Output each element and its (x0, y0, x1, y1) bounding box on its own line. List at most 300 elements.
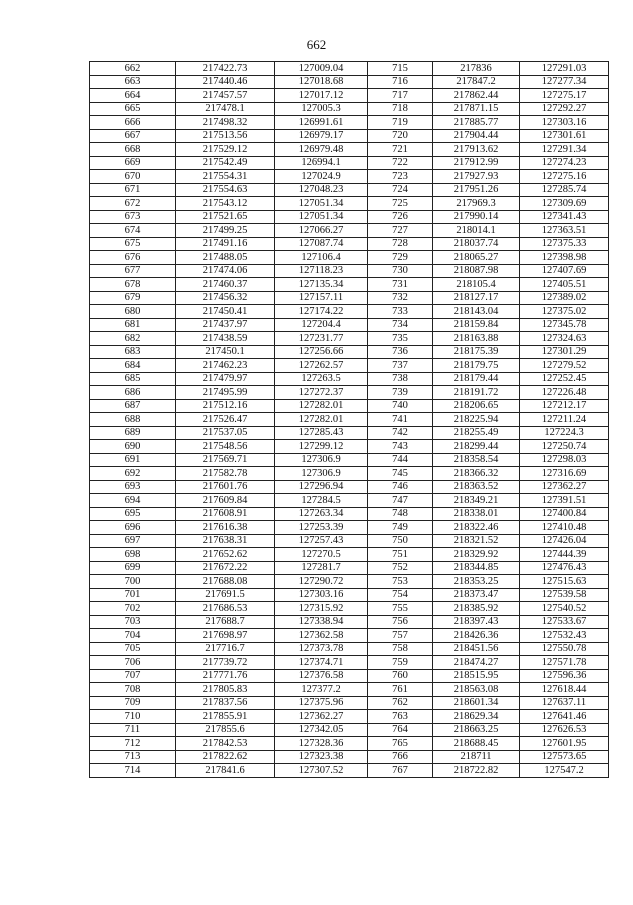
point-number-left-cell: 709 (90, 696, 176, 710)
point-number-left-cell: 706 (90, 656, 176, 670)
y-coordinate-left-cell: 127285.43 (275, 426, 368, 440)
point-number-right-cell: 718 (368, 102, 433, 116)
table-row (90, 183, 609, 197)
point-number-left-cell: 699 (90, 561, 176, 575)
y-coordinate-right-cell: 127539.58 (520, 588, 609, 602)
table-row (90, 143, 609, 157)
x-coordinate-right-cell: 217847.2 (433, 75, 520, 89)
y-coordinate-right-cell: 127533.67 (520, 615, 609, 629)
table-row (90, 210, 609, 224)
point-number-right-cell: 756 (368, 615, 433, 629)
point-number-left-cell: 713 (90, 750, 176, 764)
x-coordinate-right-cell: 218515.95 (433, 669, 520, 683)
table-row (90, 332, 609, 346)
x-coordinate-left-cell: 217479.97 (176, 372, 275, 386)
y-coordinate-right-cell: 127550.78 (520, 642, 609, 656)
y-coordinate-right-cell: 127309.69 (520, 197, 609, 211)
x-coordinate-right-cell: 218163.88 (433, 332, 520, 346)
x-coordinate-left-cell: 217688.7 (176, 615, 275, 629)
x-coordinate-right-cell: 218601.34 (433, 696, 520, 710)
x-coordinate-left-cell: 217495.99 (176, 386, 275, 400)
y-coordinate-right-cell: 127298.03 (520, 453, 609, 467)
x-coordinate-left-cell: 217842.53 (176, 737, 275, 751)
page-number: 662 (306, 37, 327, 52)
x-coordinate-left-cell: 217548.56 (176, 440, 275, 454)
table-row (90, 413, 609, 427)
table-row (90, 480, 609, 494)
point-number-left-cell: 710 (90, 710, 176, 724)
table-row (90, 278, 609, 292)
point-number-right-cell: 757 (368, 629, 433, 643)
y-coordinate-right-cell: 127596.36 (520, 669, 609, 683)
table-row (90, 399, 609, 413)
point-number-right-cell: 719 (368, 116, 433, 130)
x-coordinate-right-cell: 218722.82 (433, 764, 520, 778)
y-coordinate-right-cell: 127303.16 (520, 116, 609, 130)
table-row (90, 521, 609, 535)
x-coordinate-right-cell: 218127.17 (433, 291, 520, 305)
x-coordinate-right-cell: 218426.36 (433, 629, 520, 643)
coordinates-table-body (90, 62, 609, 778)
y-coordinate-right-cell: 127641.46 (520, 710, 609, 724)
point-number-right-cell: 722 (368, 156, 433, 170)
point-number-left-cell: 695 (90, 507, 176, 521)
y-coordinate-left-cell: 127009.04 (275, 62, 368, 76)
point-number-right-cell: 730 (368, 264, 433, 278)
point-number-right-cell: 736 (368, 345, 433, 359)
point-number-left-cell: 703 (90, 615, 176, 629)
y-coordinate-left-cell: 127272.37 (275, 386, 368, 400)
x-coordinate-left-cell: 217462.23 (176, 359, 275, 373)
x-coordinate-right-cell: 218629.34 (433, 710, 520, 724)
point-number-left-cell: 688 (90, 413, 176, 427)
y-coordinate-left-cell: 127270.5 (275, 548, 368, 562)
point-number-right-cell: 716 (368, 75, 433, 89)
y-coordinate-right-cell: 127601.95 (520, 737, 609, 751)
point-number-left-cell: 705 (90, 642, 176, 656)
x-coordinate-left-cell: 217652.62 (176, 548, 275, 562)
table-row (90, 426, 609, 440)
x-coordinate-left-cell: 217488.05 (176, 251, 275, 265)
x-coordinate-left-cell: 217460.37 (176, 278, 275, 292)
table-row (90, 467, 609, 481)
point-number-left-cell: 708 (90, 683, 176, 697)
point-number-right-cell: 749 (368, 521, 433, 535)
x-coordinate-right-cell: 218037.74 (433, 237, 520, 251)
x-coordinate-left-cell: 217601.76 (176, 480, 275, 494)
y-coordinate-right-cell: 127279.52 (520, 359, 609, 373)
y-coordinate-right-cell: 127301.61 (520, 129, 609, 143)
point-number-right-cell: 754 (368, 588, 433, 602)
point-number-right-cell: 715 (368, 62, 433, 76)
x-coordinate-right-cell: 218105.4 (433, 278, 520, 292)
point-number-left-cell: 694 (90, 494, 176, 508)
x-coordinate-left-cell: 217855.91 (176, 710, 275, 724)
x-coordinate-right-cell: 218179.44 (433, 372, 520, 386)
y-coordinate-right-cell: 127637.11 (520, 696, 609, 710)
point-number-left-cell: 697 (90, 534, 176, 548)
table-row (90, 359, 609, 373)
y-coordinate-left-cell: 127263.34 (275, 507, 368, 521)
x-coordinate-left-cell: 217521.65 (176, 210, 275, 224)
table-row (90, 642, 609, 656)
point-number-right-cell: 717 (368, 89, 433, 103)
y-coordinate-left-cell: 127342.05 (275, 723, 368, 737)
y-coordinate-left-cell: 127048.23 (275, 183, 368, 197)
y-coordinate-left-cell: 127282.01 (275, 413, 368, 427)
point-number-left-cell: 686 (90, 386, 176, 400)
x-coordinate-left-cell: 217608.91 (176, 507, 275, 521)
y-coordinate-left-cell: 127303.16 (275, 588, 368, 602)
table-row (90, 102, 609, 116)
point-number-left-cell: 702 (90, 602, 176, 616)
point-number-right-cell: 755 (368, 602, 433, 616)
x-coordinate-right-cell: 218159.84 (433, 318, 520, 332)
point-number-right-cell: 732 (368, 291, 433, 305)
y-coordinate-right-cell: 127515.63 (520, 575, 609, 589)
y-coordinate-right-cell: 127375.33 (520, 237, 609, 251)
y-coordinate-left-cell: 127315.92 (275, 602, 368, 616)
x-coordinate-left-cell: 217537.05 (176, 426, 275, 440)
x-coordinate-right-cell: 218338.01 (433, 507, 520, 521)
x-coordinate-right-cell: 218175.39 (433, 345, 520, 359)
x-coordinate-right-cell: 217951.26 (433, 183, 520, 197)
point-number-right-cell: 744 (368, 453, 433, 467)
y-coordinate-left-cell: 127374.71 (275, 656, 368, 670)
point-number-left-cell: 707 (90, 669, 176, 683)
point-number-right-cell: 737 (368, 359, 433, 373)
point-number-right-cell: 741 (368, 413, 433, 427)
point-number-left-cell: 690 (90, 440, 176, 454)
x-coordinate-right-cell: 217913.62 (433, 143, 520, 157)
point-number-right-cell: 762 (368, 696, 433, 710)
y-coordinate-right-cell: 127363.51 (520, 224, 609, 238)
table-row (90, 534, 609, 548)
y-coordinate-left-cell: 127338.94 (275, 615, 368, 629)
point-number-right-cell: 729 (368, 251, 433, 265)
point-number-left-cell: 692 (90, 467, 176, 481)
y-coordinate-right-cell: 127571.78 (520, 656, 609, 670)
y-coordinate-right-cell: 127277.34 (520, 75, 609, 89)
x-coordinate-left-cell: 217450.1 (176, 345, 275, 359)
point-number-left-cell: 676 (90, 251, 176, 265)
x-coordinate-left-cell: 217841.6 (176, 764, 275, 778)
point-number-right-cell: 765 (368, 737, 433, 751)
point-number-left-cell: 683 (90, 345, 176, 359)
x-coordinate-right-cell: 218474.27 (433, 656, 520, 670)
y-coordinate-left-cell: 127306.9 (275, 467, 368, 481)
point-number-right-cell: 766 (368, 750, 433, 764)
x-coordinate-left-cell: 217543.12 (176, 197, 275, 211)
table-row (90, 629, 609, 643)
y-coordinate-right-cell: 127532.43 (520, 629, 609, 643)
point-number-left-cell: 675 (90, 237, 176, 251)
point-number-right-cell: 750 (368, 534, 433, 548)
y-coordinate-right-cell: 127275.17 (520, 89, 609, 103)
y-coordinate-right-cell: 127212.17 (520, 399, 609, 413)
point-number-left-cell: 700 (90, 575, 176, 589)
x-coordinate-left-cell: 217437.97 (176, 318, 275, 332)
y-coordinate-left-cell: 127066.27 (275, 224, 368, 238)
y-coordinate-right-cell: 127292.27 (520, 102, 609, 116)
y-coordinate-right-cell: 127291.03 (520, 62, 609, 76)
table-row (90, 507, 609, 521)
table-row (90, 561, 609, 575)
point-number-left-cell: 714 (90, 764, 176, 778)
y-coordinate-right-cell: 127400.84 (520, 507, 609, 521)
point-number-left-cell: 677 (90, 264, 176, 278)
y-coordinate-right-cell: 127405.51 (520, 278, 609, 292)
x-coordinate-left-cell: 217512.16 (176, 399, 275, 413)
table-row (90, 453, 609, 467)
table-row (90, 62, 609, 76)
table-row (90, 615, 609, 629)
table-row (90, 723, 609, 737)
x-coordinate-right-cell: 218143.04 (433, 305, 520, 319)
point-number-right-cell: 720 (368, 129, 433, 143)
y-coordinate-left-cell: 127290.72 (275, 575, 368, 589)
point-number-right-cell: 739 (368, 386, 433, 400)
table-row (90, 764, 609, 778)
point-number-left-cell: 662 (90, 62, 176, 76)
x-coordinate-left-cell: 217822.62 (176, 750, 275, 764)
coordinates-table (89, 61, 609, 778)
y-coordinate-right-cell: 127341.43 (520, 210, 609, 224)
table-row (90, 170, 609, 184)
x-coordinate-right-cell: 218065.27 (433, 251, 520, 265)
point-number-right-cell: 734 (368, 318, 433, 332)
y-coordinate-left-cell: 127306.9 (275, 453, 368, 467)
point-number-left-cell: 670 (90, 170, 176, 184)
x-coordinate-right-cell: 218688.45 (433, 737, 520, 751)
table-row (90, 89, 609, 103)
x-coordinate-left-cell: 217526.47 (176, 413, 275, 427)
x-coordinate-left-cell: 217691.5 (176, 588, 275, 602)
y-coordinate-left-cell: 127362.27 (275, 710, 368, 724)
y-coordinate-left-cell: 127281.7 (275, 561, 368, 575)
y-coordinate-right-cell: 127426.04 (520, 534, 609, 548)
point-number-left-cell: 667 (90, 129, 176, 143)
point-number-right-cell: 742 (368, 426, 433, 440)
y-coordinate-right-cell: 127573.65 (520, 750, 609, 764)
x-coordinate-left-cell: 217554.31 (176, 170, 275, 184)
y-coordinate-left-cell: 127296.94 (275, 480, 368, 494)
table-row (90, 305, 609, 319)
y-coordinate-left-cell: 126979.17 (275, 129, 368, 143)
table-row (90, 291, 609, 305)
x-coordinate-right-cell: 218191.72 (433, 386, 520, 400)
y-coordinate-right-cell: 127316.69 (520, 467, 609, 481)
y-coordinate-right-cell: 127626.53 (520, 723, 609, 737)
x-coordinate-left-cell: 217716.7 (176, 642, 275, 656)
point-number-left-cell: 666 (90, 116, 176, 130)
x-coordinate-left-cell: 217456.32 (176, 291, 275, 305)
point-number-left-cell: 679 (90, 291, 176, 305)
x-coordinate-left-cell: 217422.73 (176, 62, 275, 76)
y-coordinate-right-cell: 127301.29 (520, 345, 609, 359)
y-coordinate-right-cell: 127391.51 (520, 494, 609, 508)
y-coordinate-right-cell: 127324.63 (520, 332, 609, 346)
x-coordinate-left-cell: 217609.84 (176, 494, 275, 508)
point-number-left-cell: 681 (90, 318, 176, 332)
table-row (90, 345, 609, 359)
y-coordinate-left-cell: 127135.34 (275, 278, 368, 292)
table-row (90, 602, 609, 616)
table-row (90, 237, 609, 251)
y-coordinate-left-cell: 127051.34 (275, 197, 368, 211)
y-coordinate-right-cell: 127389.02 (520, 291, 609, 305)
x-coordinate-left-cell: 217529.12 (176, 143, 275, 157)
y-coordinate-right-cell: 127398.98 (520, 251, 609, 265)
x-coordinate-right-cell: 218322.46 (433, 521, 520, 535)
table-row (90, 116, 609, 130)
x-coordinate-right-cell: 217871.15 (433, 102, 520, 116)
point-number-left-cell: 671 (90, 183, 176, 197)
point-number-left-cell: 682 (90, 332, 176, 346)
table-row (90, 669, 609, 683)
x-coordinate-right-cell: 218225.94 (433, 413, 520, 427)
x-coordinate-right-cell: 218344.85 (433, 561, 520, 575)
table-row (90, 588, 609, 602)
y-coordinate-left-cell: 127262.57 (275, 359, 368, 373)
x-coordinate-left-cell: 217474.06 (176, 264, 275, 278)
point-number-left-cell: 674 (90, 224, 176, 238)
x-coordinate-right-cell: 218299.44 (433, 440, 520, 454)
point-number-left-cell: 669 (90, 156, 176, 170)
x-coordinate-right-cell: 217862.44 (433, 89, 520, 103)
x-coordinate-left-cell: 217499.25 (176, 224, 275, 238)
y-coordinate-left-cell: 127263.5 (275, 372, 368, 386)
x-coordinate-right-cell: 218711 (433, 750, 520, 764)
point-number-left-cell: 701 (90, 588, 176, 602)
x-coordinate-left-cell: 217638.31 (176, 534, 275, 548)
point-number-right-cell: 760 (368, 669, 433, 683)
point-number-right-cell: 767 (368, 764, 433, 778)
x-coordinate-right-cell: 218329.92 (433, 548, 520, 562)
y-coordinate-left-cell: 127362.58 (275, 629, 368, 643)
point-number-left-cell: 698 (90, 548, 176, 562)
y-coordinate-right-cell: 127224.3 (520, 426, 609, 440)
x-coordinate-left-cell: 217440.46 (176, 75, 275, 89)
y-coordinate-left-cell: 127231.77 (275, 332, 368, 346)
x-coordinate-left-cell: 217478.1 (176, 102, 275, 116)
y-coordinate-left-cell: 127106.4 (275, 251, 368, 265)
table-row (90, 251, 609, 265)
x-coordinate-right-cell: 217836 (433, 62, 520, 76)
x-coordinate-left-cell: 217491.16 (176, 237, 275, 251)
point-number-right-cell: 727 (368, 224, 433, 238)
x-coordinate-right-cell: 217912.99 (433, 156, 520, 170)
x-coordinate-right-cell: 217990.14 (433, 210, 520, 224)
x-coordinate-right-cell: 218206.65 (433, 399, 520, 413)
point-number-left-cell: 685 (90, 372, 176, 386)
y-coordinate-left-cell: 127051.34 (275, 210, 368, 224)
x-coordinate-left-cell: 217688.08 (176, 575, 275, 589)
point-number-left-cell: 680 (90, 305, 176, 319)
y-coordinate-right-cell: 127547.2 (520, 764, 609, 778)
x-coordinate-right-cell: 218255.49 (433, 426, 520, 440)
point-number-right-cell: 728 (368, 237, 433, 251)
x-coordinate-left-cell: 217542.49 (176, 156, 275, 170)
y-coordinate-right-cell: 127444.39 (520, 548, 609, 562)
table-row (90, 264, 609, 278)
x-coordinate-left-cell: 217855.6 (176, 723, 275, 737)
y-coordinate-right-cell: 127540.52 (520, 602, 609, 616)
y-coordinate-right-cell: 127618.44 (520, 683, 609, 697)
point-number-right-cell: 724 (368, 183, 433, 197)
point-number-left-cell: 691 (90, 453, 176, 467)
x-coordinate-left-cell: 217450.41 (176, 305, 275, 319)
point-number-right-cell: 763 (368, 710, 433, 724)
y-coordinate-left-cell: 127157.11 (275, 291, 368, 305)
y-coordinate-right-cell: 127226.48 (520, 386, 609, 400)
point-number-left-cell: 693 (90, 480, 176, 494)
table-row (90, 575, 609, 589)
table-row (90, 737, 609, 751)
y-coordinate-right-cell: 127250.74 (520, 440, 609, 454)
table-row (90, 656, 609, 670)
x-coordinate-right-cell: 218385.92 (433, 602, 520, 616)
x-coordinate-left-cell: 217616.38 (176, 521, 275, 535)
point-number-left-cell: 664 (90, 89, 176, 103)
x-coordinate-right-cell: 217885.77 (433, 116, 520, 130)
x-coordinate-right-cell: 218321.52 (433, 534, 520, 548)
y-coordinate-left-cell: 127282.01 (275, 399, 368, 413)
x-coordinate-right-cell: 217904.44 (433, 129, 520, 143)
x-coordinate-left-cell: 217554.63 (176, 183, 275, 197)
y-coordinate-right-cell: 127476.43 (520, 561, 609, 575)
x-coordinate-left-cell: 217457.57 (176, 89, 275, 103)
y-coordinate-left-cell: 127024.9 (275, 170, 368, 184)
point-number-right-cell: 731 (368, 278, 433, 292)
y-coordinate-left-cell: 126994.1 (275, 156, 368, 170)
point-number-left-cell: 712 (90, 737, 176, 751)
point-number-right-cell: 748 (368, 507, 433, 521)
x-coordinate-right-cell: 218373.47 (433, 588, 520, 602)
point-number-right-cell: 752 (368, 561, 433, 575)
y-coordinate-left-cell: 127375.96 (275, 696, 368, 710)
y-coordinate-left-cell: 127005.3 (275, 102, 368, 116)
y-coordinate-right-cell: 127275.16 (520, 170, 609, 184)
point-number-right-cell: 761 (368, 683, 433, 697)
point-number-left-cell: 689 (90, 426, 176, 440)
x-coordinate-right-cell: 218563.08 (433, 683, 520, 697)
point-number-right-cell: 745 (368, 467, 433, 481)
x-coordinate-left-cell: 217582.78 (176, 467, 275, 481)
y-coordinate-right-cell: 127274.23 (520, 156, 609, 170)
x-coordinate-left-cell: 217837.56 (176, 696, 275, 710)
point-number-left-cell: 673 (90, 210, 176, 224)
point-number-right-cell: 725 (368, 197, 433, 211)
y-coordinate-left-cell: 127118.23 (275, 264, 368, 278)
y-coordinate-right-cell: 127375.02 (520, 305, 609, 319)
x-coordinate-right-cell: 218363.52 (433, 480, 520, 494)
table-row (90, 318, 609, 332)
x-coordinate-left-cell: 217672.22 (176, 561, 275, 575)
y-coordinate-right-cell: 127285.74 (520, 183, 609, 197)
point-number-right-cell: 764 (368, 723, 433, 737)
point-number-right-cell: 746 (368, 480, 433, 494)
point-number-right-cell: 753 (368, 575, 433, 589)
x-coordinate-left-cell: 217686.53 (176, 602, 275, 616)
x-coordinate-left-cell: 217698.97 (176, 629, 275, 643)
y-coordinate-right-cell: 127291.34 (520, 143, 609, 157)
point-number-right-cell: 751 (368, 548, 433, 562)
x-coordinate-right-cell: 217969.3 (433, 197, 520, 211)
x-coordinate-right-cell: 218397.43 (433, 615, 520, 629)
y-coordinate-right-cell: 127345.78 (520, 318, 609, 332)
y-coordinate-left-cell: 127307.52 (275, 764, 368, 778)
